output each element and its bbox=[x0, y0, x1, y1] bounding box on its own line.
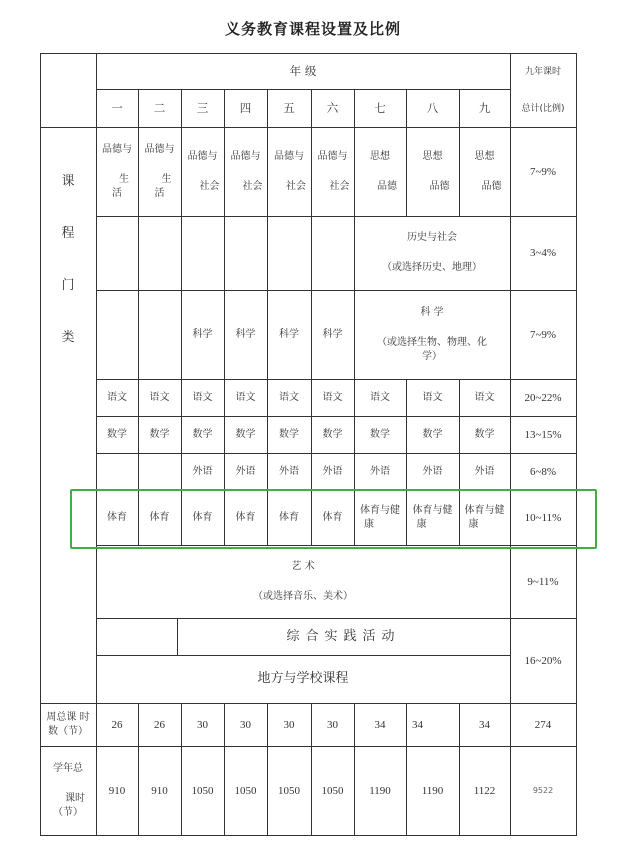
weekly-g6: 30 bbox=[311, 703, 355, 747]
yearly-g5: 1050 bbox=[267, 746, 312, 836]
foreign-g4: 外语 bbox=[224, 453, 268, 491]
nine-year-bottom: 总计(比例) bbox=[521, 103, 565, 114]
category-char-3: 门 bbox=[61, 278, 75, 293]
category-char-4: 类 bbox=[61, 330, 75, 345]
moral-g3: 品德与 社会 bbox=[181, 127, 225, 217]
math-g1: 数学 bbox=[96, 416, 139, 454]
science-g4: 科学 bbox=[224, 290, 268, 380]
pe-g2: 体育 bbox=[138, 490, 182, 546]
pe-g1: 体育 bbox=[96, 490, 139, 546]
weekly-g8: 34 bbox=[406, 703, 460, 747]
science-g6: 科学 bbox=[311, 290, 355, 380]
pe-g4: 体育 bbox=[224, 490, 268, 546]
yearly-g2: 910 bbox=[138, 746, 182, 836]
pe-g6: 体育 bbox=[311, 490, 355, 546]
grade-8: 八 bbox=[406, 89, 460, 128]
science-cell: 科 学 （或选择生物、物理、化 学） bbox=[354, 290, 511, 380]
science-g1 bbox=[96, 290, 139, 380]
moral-g8: 思想 品德 bbox=[406, 127, 460, 217]
weekly-g4: 30 bbox=[224, 703, 268, 747]
chinese-g6: 语文 bbox=[311, 379, 355, 417]
local-cell: 地方与学校课程 bbox=[96, 655, 511, 704]
foreign-g5: 外语 bbox=[267, 453, 312, 491]
category-label bbox=[40, 127, 97, 704]
grade-2: 二 bbox=[138, 89, 182, 128]
weekly-g7: 34 bbox=[354, 703, 407, 747]
chinese-g9: 语文 bbox=[459, 379, 511, 417]
science-g3: 科学 bbox=[181, 290, 225, 380]
moral-g5: 品德与 社会 bbox=[267, 127, 312, 217]
history-g3 bbox=[181, 216, 225, 291]
chinese-g3: 语文 bbox=[181, 379, 225, 417]
chinese-g8: 语文 bbox=[406, 379, 460, 417]
pe-g5: 体育 bbox=[267, 490, 312, 546]
yearly-total: 9522 bbox=[510, 746, 577, 836]
moral-g2: 品德与 生 活 bbox=[138, 127, 182, 217]
history-ratio: 3~4% bbox=[510, 216, 577, 291]
page-title: 义务教育课程设置及比例 bbox=[224, 20, 401, 38]
pe-g3: 体育 bbox=[181, 490, 225, 546]
weekly-g2: 26 bbox=[138, 703, 182, 747]
practice-cell: 综合实践活动 bbox=[177, 618, 511, 656]
arts-cell: 艺 术 （或选择音乐、美术） bbox=[96, 545, 511, 619]
history-g1 bbox=[96, 216, 139, 291]
grade-9: 九 bbox=[459, 89, 511, 128]
math-g8: 数学 bbox=[406, 416, 460, 454]
math-ratio: 13~15% bbox=[510, 416, 577, 454]
yearly-g1: 910 bbox=[96, 746, 139, 836]
history-g6 bbox=[311, 216, 355, 291]
moral-g6: 品德与 社会 bbox=[311, 127, 355, 217]
nine-year-header bbox=[510, 53, 577, 128]
moral-g1: 品德与 生 活 bbox=[96, 127, 139, 217]
local-ratio: 16~20% bbox=[510, 618, 577, 704]
category-char-2: 程 bbox=[61, 226, 75, 241]
yearly-g8: 1190 bbox=[406, 746, 460, 836]
chinese-g7: 语文 bbox=[354, 379, 407, 417]
grade-5: 五 bbox=[267, 89, 312, 128]
grade-6: 六 bbox=[311, 89, 355, 128]
chinese-g4: 语文 bbox=[224, 379, 268, 417]
history-g5 bbox=[267, 216, 312, 291]
math-g4: 数学 bbox=[224, 416, 268, 454]
moral-g4: 品德与 社会 bbox=[224, 127, 268, 217]
practice-blank bbox=[96, 618, 178, 656]
yearly-label: 学年总 课时 （节） bbox=[40, 746, 97, 836]
math-g9: 数学 bbox=[459, 416, 511, 454]
weekly-g9: 34 bbox=[459, 703, 511, 747]
corner-cell bbox=[40, 53, 97, 128]
foreign-g1 bbox=[96, 453, 139, 491]
foreign-g9: 外语 bbox=[459, 453, 511, 491]
weekly-g5: 30 bbox=[267, 703, 312, 747]
chinese-g2: 语文 bbox=[138, 379, 182, 417]
pe-g8: 体育与健 康 bbox=[406, 490, 460, 546]
pe-g9: 体育与健 康 bbox=[459, 490, 511, 546]
math-g5: 数学 bbox=[267, 416, 312, 454]
foreign-g6: 外语 bbox=[311, 453, 355, 491]
moral-g9: 思想 品德 bbox=[459, 127, 511, 217]
pe-row-highlight bbox=[70, 489, 597, 549]
science-g5: 科学 bbox=[267, 290, 312, 380]
weekly-g3: 30 bbox=[181, 703, 225, 747]
pe-ratio: 10~11% bbox=[510, 490, 577, 546]
foreign-g7: 外语 bbox=[354, 453, 407, 491]
history-cell: 历史与社会 （或选择历史、地理） bbox=[354, 216, 511, 291]
chinese-g5: 语文 bbox=[267, 379, 312, 417]
science-ratio: 7~9% bbox=[510, 290, 577, 380]
pe-g7: 体育与健 康 bbox=[354, 490, 407, 546]
math-g2: 数学 bbox=[138, 416, 182, 454]
nine-year-top: 九年课时 bbox=[524, 66, 561, 77]
chinese-ratio: 20~22% bbox=[510, 379, 577, 417]
weekly-g1: 26 bbox=[96, 703, 139, 747]
grade-header: 年 级 bbox=[96, 53, 511, 90]
weekly-total: 274 bbox=[510, 703, 577, 747]
math-g6: 数学 bbox=[311, 416, 355, 454]
yearly-g7: 1190 bbox=[354, 746, 407, 836]
yearly-g4: 1050 bbox=[224, 746, 268, 836]
category-char-1: 课 bbox=[61, 174, 75, 189]
math-g3: 数学 bbox=[181, 416, 225, 454]
math-g7: 数学 bbox=[354, 416, 407, 454]
science-g2 bbox=[138, 290, 182, 380]
weekly-label: 周总课 时 数（节） bbox=[40, 703, 97, 747]
yearly-g6: 1050 bbox=[311, 746, 355, 836]
yearly-g9: 1122 bbox=[459, 746, 511, 836]
grade-4: 四 bbox=[224, 89, 268, 128]
grade-1: 一 bbox=[96, 89, 139, 128]
foreign-g2 bbox=[138, 453, 182, 491]
history-g4 bbox=[224, 216, 268, 291]
history-g2 bbox=[138, 216, 182, 291]
foreign-ratio: 6~8% bbox=[510, 453, 577, 491]
moral-ratio: 7~9% bbox=[510, 127, 577, 217]
arts-ratio: 9~11% bbox=[510, 545, 577, 619]
moral-g7: 思想 品德 bbox=[354, 127, 407, 217]
chinese-g1: 语文 bbox=[96, 379, 139, 417]
grade-7: 七 bbox=[354, 89, 407, 128]
grade-3: 三 bbox=[181, 89, 225, 128]
foreign-g3: 外语 bbox=[181, 453, 225, 491]
foreign-g8: 外语 bbox=[406, 453, 460, 491]
yearly-g3: 1050 bbox=[181, 746, 225, 836]
